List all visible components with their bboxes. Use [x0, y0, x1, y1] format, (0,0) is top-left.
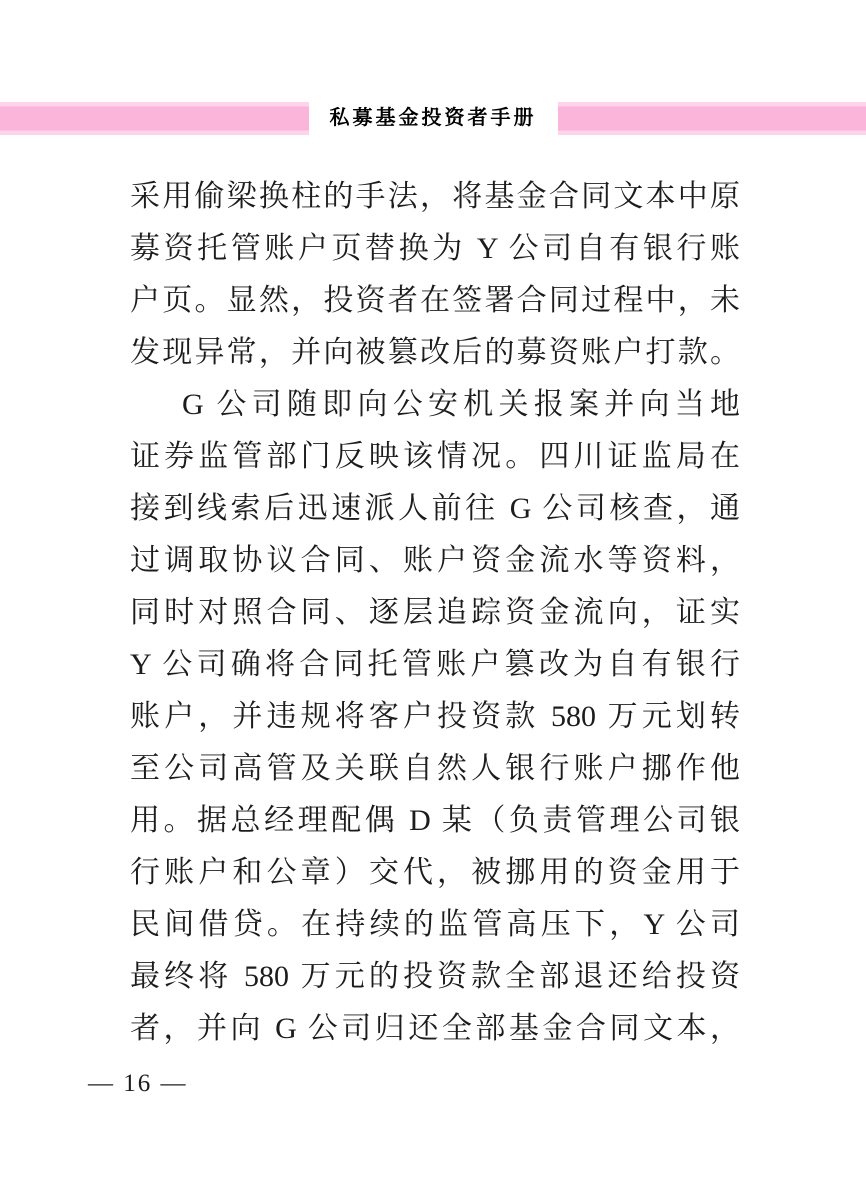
text-line: 账户，并违规将客户投资款 580 万元划转	[130, 700, 740, 733]
header-band-left-bar	[0, 102, 309, 135]
text-line: 募资托管账户页替换为 Y 公司自有银行账	[130, 232, 740, 265]
text-line: 行账户和公章）交代，被挪用的资金用于	[130, 856, 740, 889]
text-line: 发现异常，并向被篡改后的募资账户打款。	[130, 336, 740, 369]
text-line: 接到线索后迅速派人前往 G 公司核查，通	[130, 492, 740, 525]
text-line: 同时对照合同、逐层追踪资金流向，证实	[130, 596, 740, 629]
text-line: 户页。显然，投资者在签署合同过程中，未	[130, 284, 740, 317]
text-line: 证券监管部门反映该情况。四川证监局在	[130, 440, 740, 473]
page-number: — 16 —	[88, 1070, 188, 1097]
page-header-title: 私募基金投资者手册	[329, 107, 537, 129]
text-line: G 公司随即向公安机关报案并向当地	[182, 388, 740, 421]
text-line: 民间借贷。在持续的监管高压下，Y 公司	[130, 908, 740, 941]
text-line: 采用偷梁换柱的手法，将基金合同文本中原	[130, 180, 740, 213]
text-line: 者，并向 G 公司归还全部基金合同文本，	[130, 1012, 740, 1045]
body-text	[130, 171, 740, 1055]
text-line: Y 公司确将合同托管账户篡改为自有银行	[130, 648, 740, 681]
text-line: 过调取协议合同、账户资金流水等资料，	[130, 544, 740, 577]
header-band-right-bar	[558, 102, 866, 135]
text-line: 至公司高管及关联自然人银行账户挪作他	[130, 752, 740, 785]
header-band	[0, 102, 866, 135]
text-line: 用。据总经理配偶 D 某（负责管理公司银	[130, 804, 740, 837]
text-line: 最终将 580 万元的投资款全部退还给投资	[130, 960, 740, 993]
